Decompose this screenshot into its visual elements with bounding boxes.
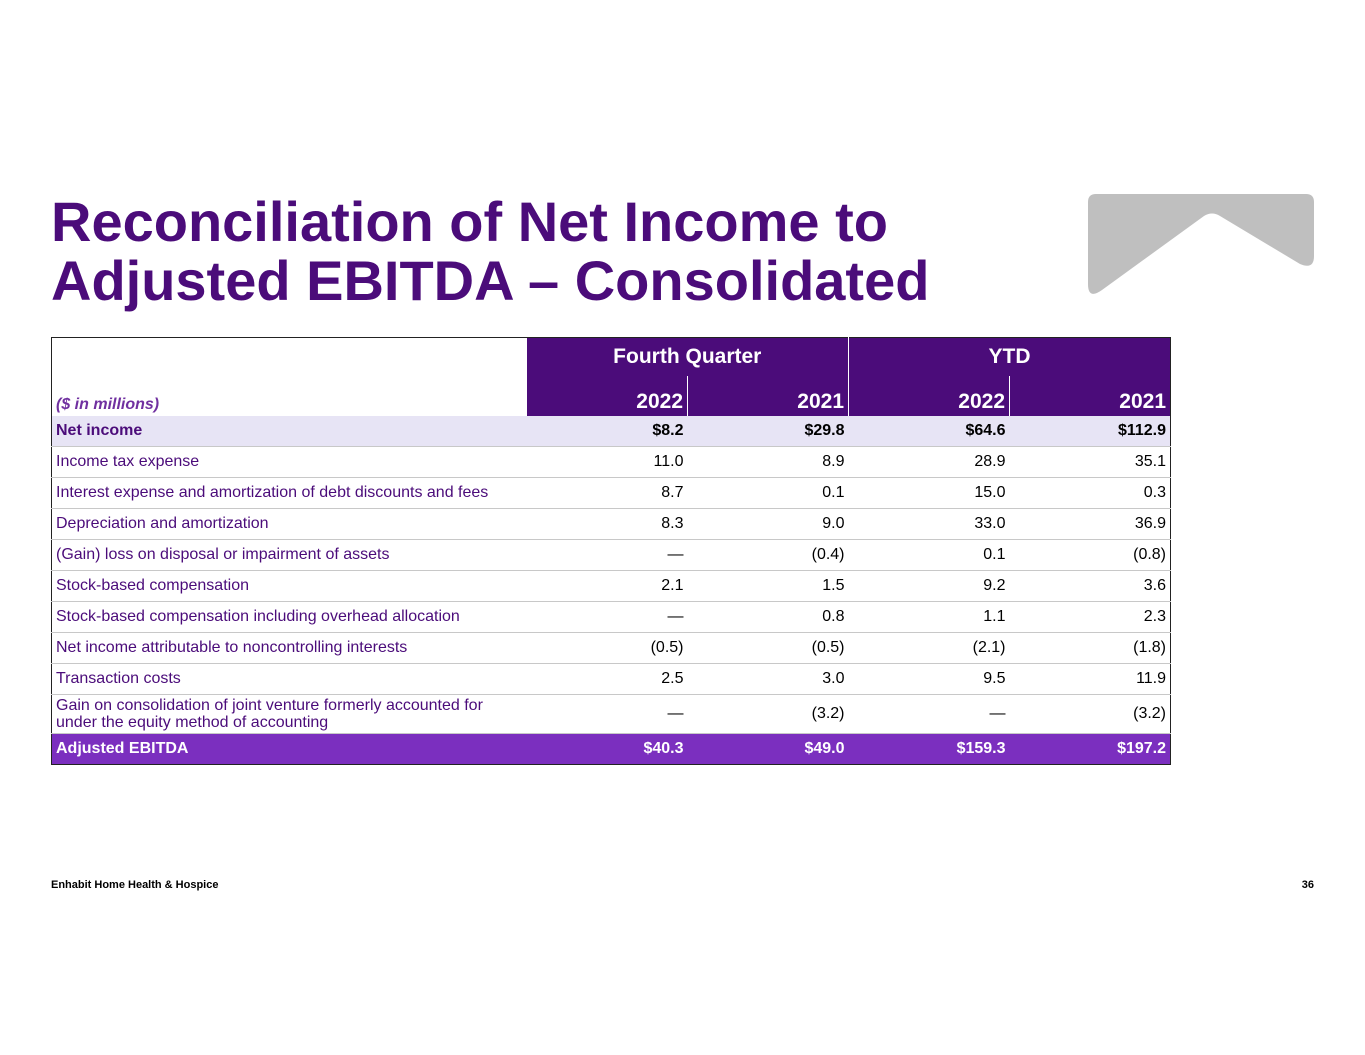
row-label: Gain on consolidation of joint venture formerly accounted for under the equity method of accounting (52, 695, 527, 734)
page-title (51, 192, 929, 310)
row-label: Net income attributable to noncontrolling interests (52, 633, 527, 664)
cell-q4-2021: 1.5 (688, 571, 849, 602)
table-row (52, 602, 1171, 633)
cell-ytd-2022: (2.1) (849, 633, 1010, 664)
cell-ytd-2022: $159.3 (849, 734, 1010, 765)
cell-ytd-2022: 28.9 (849, 447, 1010, 478)
cell-ytd-2021: (3.2) (1010, 695, 1171, 734)
row-label: Stock-based compensation (52, 571, 527, 602)
table-row (52, 509, 1171, 540)
row-label: Adjusted EBITDA (52, 734, 527, 765)
cell-q4-2022: — (527, 540, 688, 571)
cell-q4-2022: 11.0 (527, 447, 688, 478)
cell-ytd-2021: 36.9 (1010, 509, 1171, 540)
cell-ytd-2021: $112.9 (1010, 416, 1171, 447)
year-header-q4-2021: 2021 (688, 376, 849, 416)
table-row (52, 695, 1171, 734)
table-row (52, 664, 1171, 695)
cell-ytd-2021: 3.6 (1010, 571, 1171, 602)
cell-q4-2022: — (527, 602, 688, 633)
table-group-header-row (52, 338, 1171, 377)
cell-q4-2021: 9.0 (688, 509, 849, 540)
year-header-ytd-2021: 2021 (1010, 376, 1171, 416)
cell-ytd-2021: 2.3 (1010, 602, 1171, 633)
units-label: ($ in millions) (52, 376, 527, 416)
table-row (52, 571, 1171, 602)
table-row-net-income (52, 416, 1171, 447)
cell-ytd-2021: $197.2 (1010, 734, 1171, 765)
cell-q4-2021: 0.1 (688, 478, 849, 509)
cell-q4-2021: 3.0 (688, 664, 849, 695)
cell-q4-2021: (3.2) (688, 695, 849, 734)
title-line-1: Reconciliation of Net Income to (51, 190, 888, 253)
cell-ytd-2022: 9.2 (849, 571, 1010, 602)
cell-ytd-2021: 35.1 (1010, 447, 1171, 478)
cell-ytd-2022: 9.5 (849, 664, 1010, 695)
cell-q4-2022: 2.1 (527, 571, 688, 602)
cell-q4-2022: 8.3 (527, 509, 688, 540)
table-row (52, 447, 1171, 478)
table-year-header-row (52, 376, 1171, 416)
table-row (52, 478, 1171, 509)
header-blank-cell (52, 338, 527, 377)
cell-ytd-2021: 11.9 (1010, 664, 1171, 695)
table-row (52, 540, 1171, 571)
cell-ytd-2022: 0.1 (849, 540, 1010, 571)
row-label: Income tax expense (52, 447, 527, 478)
group-header-fourth-quarter: Fourth Quarter (527, 338, 849, 377)
cell-q4-2022: 8.7 (527, 478, 688, 509)
group-header-ytd: YTD (849, 338, 1171, 377)
cell-q4-2021: $29.8 (688, 416, 849, 447)
footer-company-name: Enhabit Home Health & Hospice (51, 879, 219, 891)
table-row (52, 633, 1171, 664)
row-label: Transaction costs (52, 664, 527, 695)
reconciliation-table (51, 337, 1171, 765)
cell-ytd-2021: 0.3 (1010, 478, 1171, 509)
cell-q4-2022: 2.5 (527, 664, 688, 695)
row-label: Net income (52, 416, 527, 447)
cell-q4-2022: $8.2 (527, 416, 688, 447)
cell-ytd-2022: 15.0 (849, 478, 1010, 509)
year-header-ytd-2022: 2022 (849, 376, 1010, 416)
row-label: (Gain) loss on disposal or impairment of assets (52, 540, 527, 571)
cell-q4-2021: (0.5) (688, 633, 849, 664)
cell-ytd-2022: 1.1 (849, 602, 1010, 633)
page-number: 36 (1301, 879, 1314, 891)
cell-q4-2021: 8.9 (688, 447, 849, 478)
cell-q4-2021: (0.4) (688, 540, 849, 571)
row-label: Stock-based compensation including overhead allocation (52, 602, 527, 633)
roof-chevron-logo-icon (1088, 194, 1314, 296)
cell-q4-2021: 0.8 (688, 602, 849, 633)
cell-q4-2021: $49.0 (688, 734, 849, 765)
year-header-q4-2022: 2022 (527, 376, 688, 416)
cell-q4-2022: (0.5) (527, 633, 688, 664)
cell-q4-2022: $40.3 (527, 734, 688, 765)
title-line-2: Adjusted EBITDA – Consolidated (51, 249, 930, 312)
row-label: Depreciation and amortization (52, 509, 527, 540)
cell-ytd-2022: $64.6 (849, 416, 1010, 447)
cell-ytd-2021: (0.8) (1010, 540, 1171, 571)
table-row-adjusted-ebitda (52, 734, 1171, 765)
row-label: Interest expense and amortization of debt discounts and fees (52, 478, 527, 509)
cell-ytd-2021: (1.8) (1010, 633, 1171, 664)
cell-q4-2022: — (527, 695, 688, 734)
cell-ytd-2022: 33.0 (849, 509, 1010, 540)
cell-ytd-2022: — (849, 695, 1010, 734)
